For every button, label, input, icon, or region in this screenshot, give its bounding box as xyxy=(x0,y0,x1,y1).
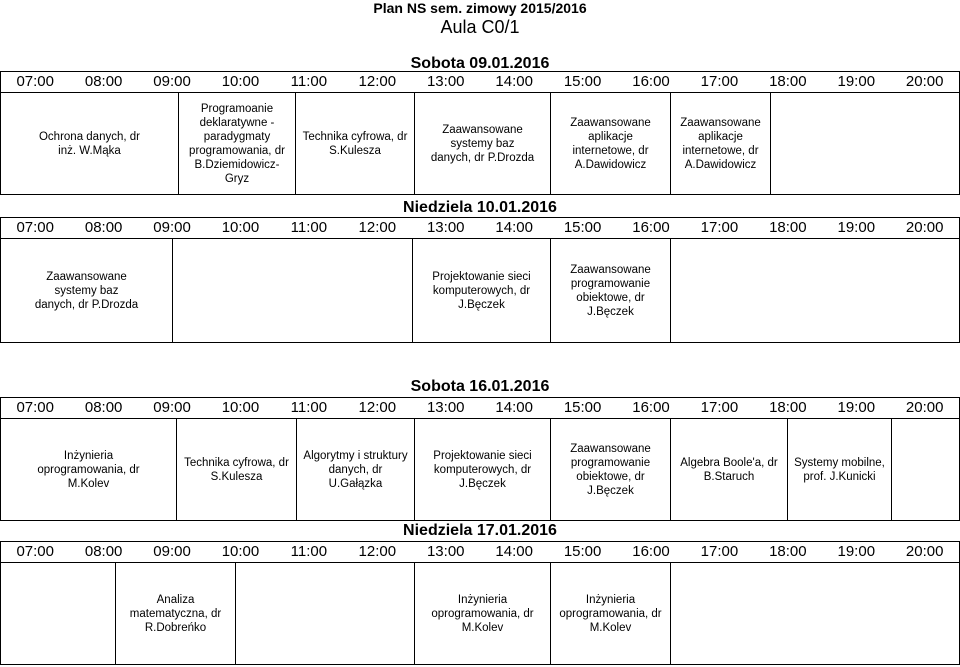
hour-label: 08:00 xyxy=(84,73,123,90)
class-cell: Algorytmy i struktury danych, dr U.Gałązka xyxy=(297,419,415,520)
class-cell: Inżynieria oprogramowania, dr M.Kolev xyxy=(415,563,551,664)
hour-label: 12:00 xyxy=(358,399,397,416)
hour-label: 14:00 xyxy=(495,73,533,90)
empty-cell xyxy=(236,563,415,664)
hours-row xyxy=(0,541,960,563)
hour-label: 08:00 xyxy=(84,543,123,560)
day-block xyxy=(0,93,960,195)
hour-label: 18:00 xyxy=(769,543,807,560)
hour-label: 11:00 xyxy=(290,543,328,560)
hour-label: 12:00 xyxy=(358,219,397,236)
hour-label: 13:00 xyxy=(426,399,465,416)
hour-label: 09:00 xyxy=(153,399,191,416)
class-cell: Projektowanie sieci komputerowych, dr J.Bęczek xyxy=(415,419,551,520)
hour-label: 17:00 xyxy=(700,73,739,90)
hour-label: 10:00 xyxy=(221,219,260,236)
class-cell: Inżynieria oprogramowania, dr M.Kolev xyxy=(1,419,177,520)
hour-label: 19:00 xyxy=(837,399,876,416)
hour-label: 19:00 xyxy=(837,73,876,90)
hours-row xyxy=(0,217,960,239)
hour-label: 10:00 xyxy=(221,73,260,90)
hour-label: 11:00 xyxy=(290,399,328,416)
hour-label: 18:00 xyxy=(769,399,807,416)
class-cell: Zaawansowane programowanie obiektowe, dr J.Bęczek xyxy=(551,419,671,520)
hour-label: 13:00 xyxy=(426,73,465,90)
class-cell: Algebra Boole'a, dr B.Staruch xyxy=(671,419,788,520)
class-cell: Zaawansowane aplikacje internetowe, dr A.Dawidowicz xyxy=(671,93,771,194)
hour-label: 19:00 xyxy=(837,543,876,560)
hour-label: 18:00 xyxy=(769,73,807,90)
class-cell: Technika cyfrowa, dr S.Kulesza xyxy=(177,419,297,520)
empty-cell xyxy=(173,239,413,342)
hour-label: 09:00 xyxy=(153,543,191,560)
day-label: Sobota 09.01.2016 xyxy=(410,55,550,72)
hour-label: 14:00 xyxy=(495,543,533,560)
hours-row xyxy=(0,397,960,419)
class-cell: Ochrona danych, dr inż. W.Mąka xyxy=(1,93,179,194)
hour-label: 15:00 xyxy=(563,543,602,560)
hour-label: 07:00 xyxy=(16,399,54,416)
hour-label: 18:00 xyxy=(769,219,807,236)
empty-cell xyxy=(1,563,116,664)
hour-label: 14:00 xyxy=(495,219,533,236)
hour-label: 13:00 xyxy=(426,543,465,560)
hour-label: 07:00 xyxy=(16,219,54,236)
class-cell: Inżynieria oprogramowania, dr M.Kolev xyxy=(551,563,671,664)
hour-label: 16:00 xyxy=(632,399,670,416)
class-cell: Programoanie deklaratywne - paradygmaty programowania, dr B.Dziemidowicz- Gryz xyxy=(179,93,296,194)
class-cell: Zaawansowane aplikacje internetowe, dr A.Dawidowicz xyxy=(551,93,671,194)
hour-label: 13:00 xyxy=(426,219,465,236)
hour-label: 07:00 xyxy=(16,543,54,560)
day-block xyxy=(0,239,960,343)
class-cell: Analiza matematyczna, dr R.Dobreńko xyxy=(116,563,236,664)
class-cell: Zaawansowane systemy baz danych, dr P.Drozda xyxy=(1,239,173,342)
hours-row xyxy=(0,71,960,93)
day-block xyxy=(0,563,960,665)
day-label: Niedziela 10.01.2016 xyxy=(403,199,557,216)
hour-label: 15:00 xyxy=(563,219,602,236)
hour-label: 19:00 xyxy=(837,219,876,236)
class-cell: Technika cyfrowa, dr S.Kulesza xyxy=(296,93,415,194)
hour-label: 17:00 xyxy=(700,543,739,560)
hour-label: 15:00 xyxy=(563,73,602,90)
hour-label: 17:00 xyxy=(700,399,739,416)
hour-label: 16:00 xyxy=(632,543,670,560)
hour-label: 12:00 xyxy=(358,543,397,560)
class-cell: Projektowanie sieci komputerowych, dr J.Bęczek xyxy=(413,239,551,342)
hour-label: 11:00 xyxy=(290,219,328,236)
room-title: Aula C0/1 xyxy=(440,17,520,37)
hour-label: 15:00 xyxy=(563,399,602,416)
hour-label: 09:00 xyxy=(153,73,191,90)
class-cell: Zaawansowane programowanie obiektowe, dr J.Bęczek xyxy=(551,239,671,342)
hour-label: 20:00 xyxy=(905,219,944,236)
hour-label: 11:00 xyxy=(290,73,328,90)
day-block xyxy=(0,419,960,521)
hour-label: 10:00 xyxy=(221,543,260,560)
hour-label: 17:00 xyxy=(700,219,739,236)
hour-label: 08:00 xyxy=(84,399,123,416)
hour-label: 20:00 xyxy=(905,543,944,560)
hour-label: 14:00 xyxy=(495,399,533,416)
day-label: Niedziela 17.01.2016 xyxy=(403,522,557,539)
hour-label: 20:00 xyxy=(905,399,944,416)
plan-title: Plan NS sem. zimowy 2015/2016 xyxy=(373,0,587,16)
class-cell: Zaawansowane systemy baz danych, dr P.Drozda xyxy=(415,93,551,194)
hour-label: 20:00 xyxy=(905,73,944,90)
hour-label: 10:00 xyxy=(221,399,260,416)
hour-label: 16:00 xyxy=(632,73,670,90)
hour-label: 08:00 xyxy=(84,219,123,236)
hour-label: 12:00 xyxy=(358,73,397,90)
hour-label: 07:00 xyxy=(16,73,54,90)
hour-label: 16:00 xyxy=(632,219,670,236)
hour-label: 09:00 xyxy=(153,219,191,236)
day-label: Sobota 16.01.2016 xyxy=(410,378,550,395)
class-cell: Systemy mobilne, prof. J.Kunicki xyxy=(788,419,892,520)
